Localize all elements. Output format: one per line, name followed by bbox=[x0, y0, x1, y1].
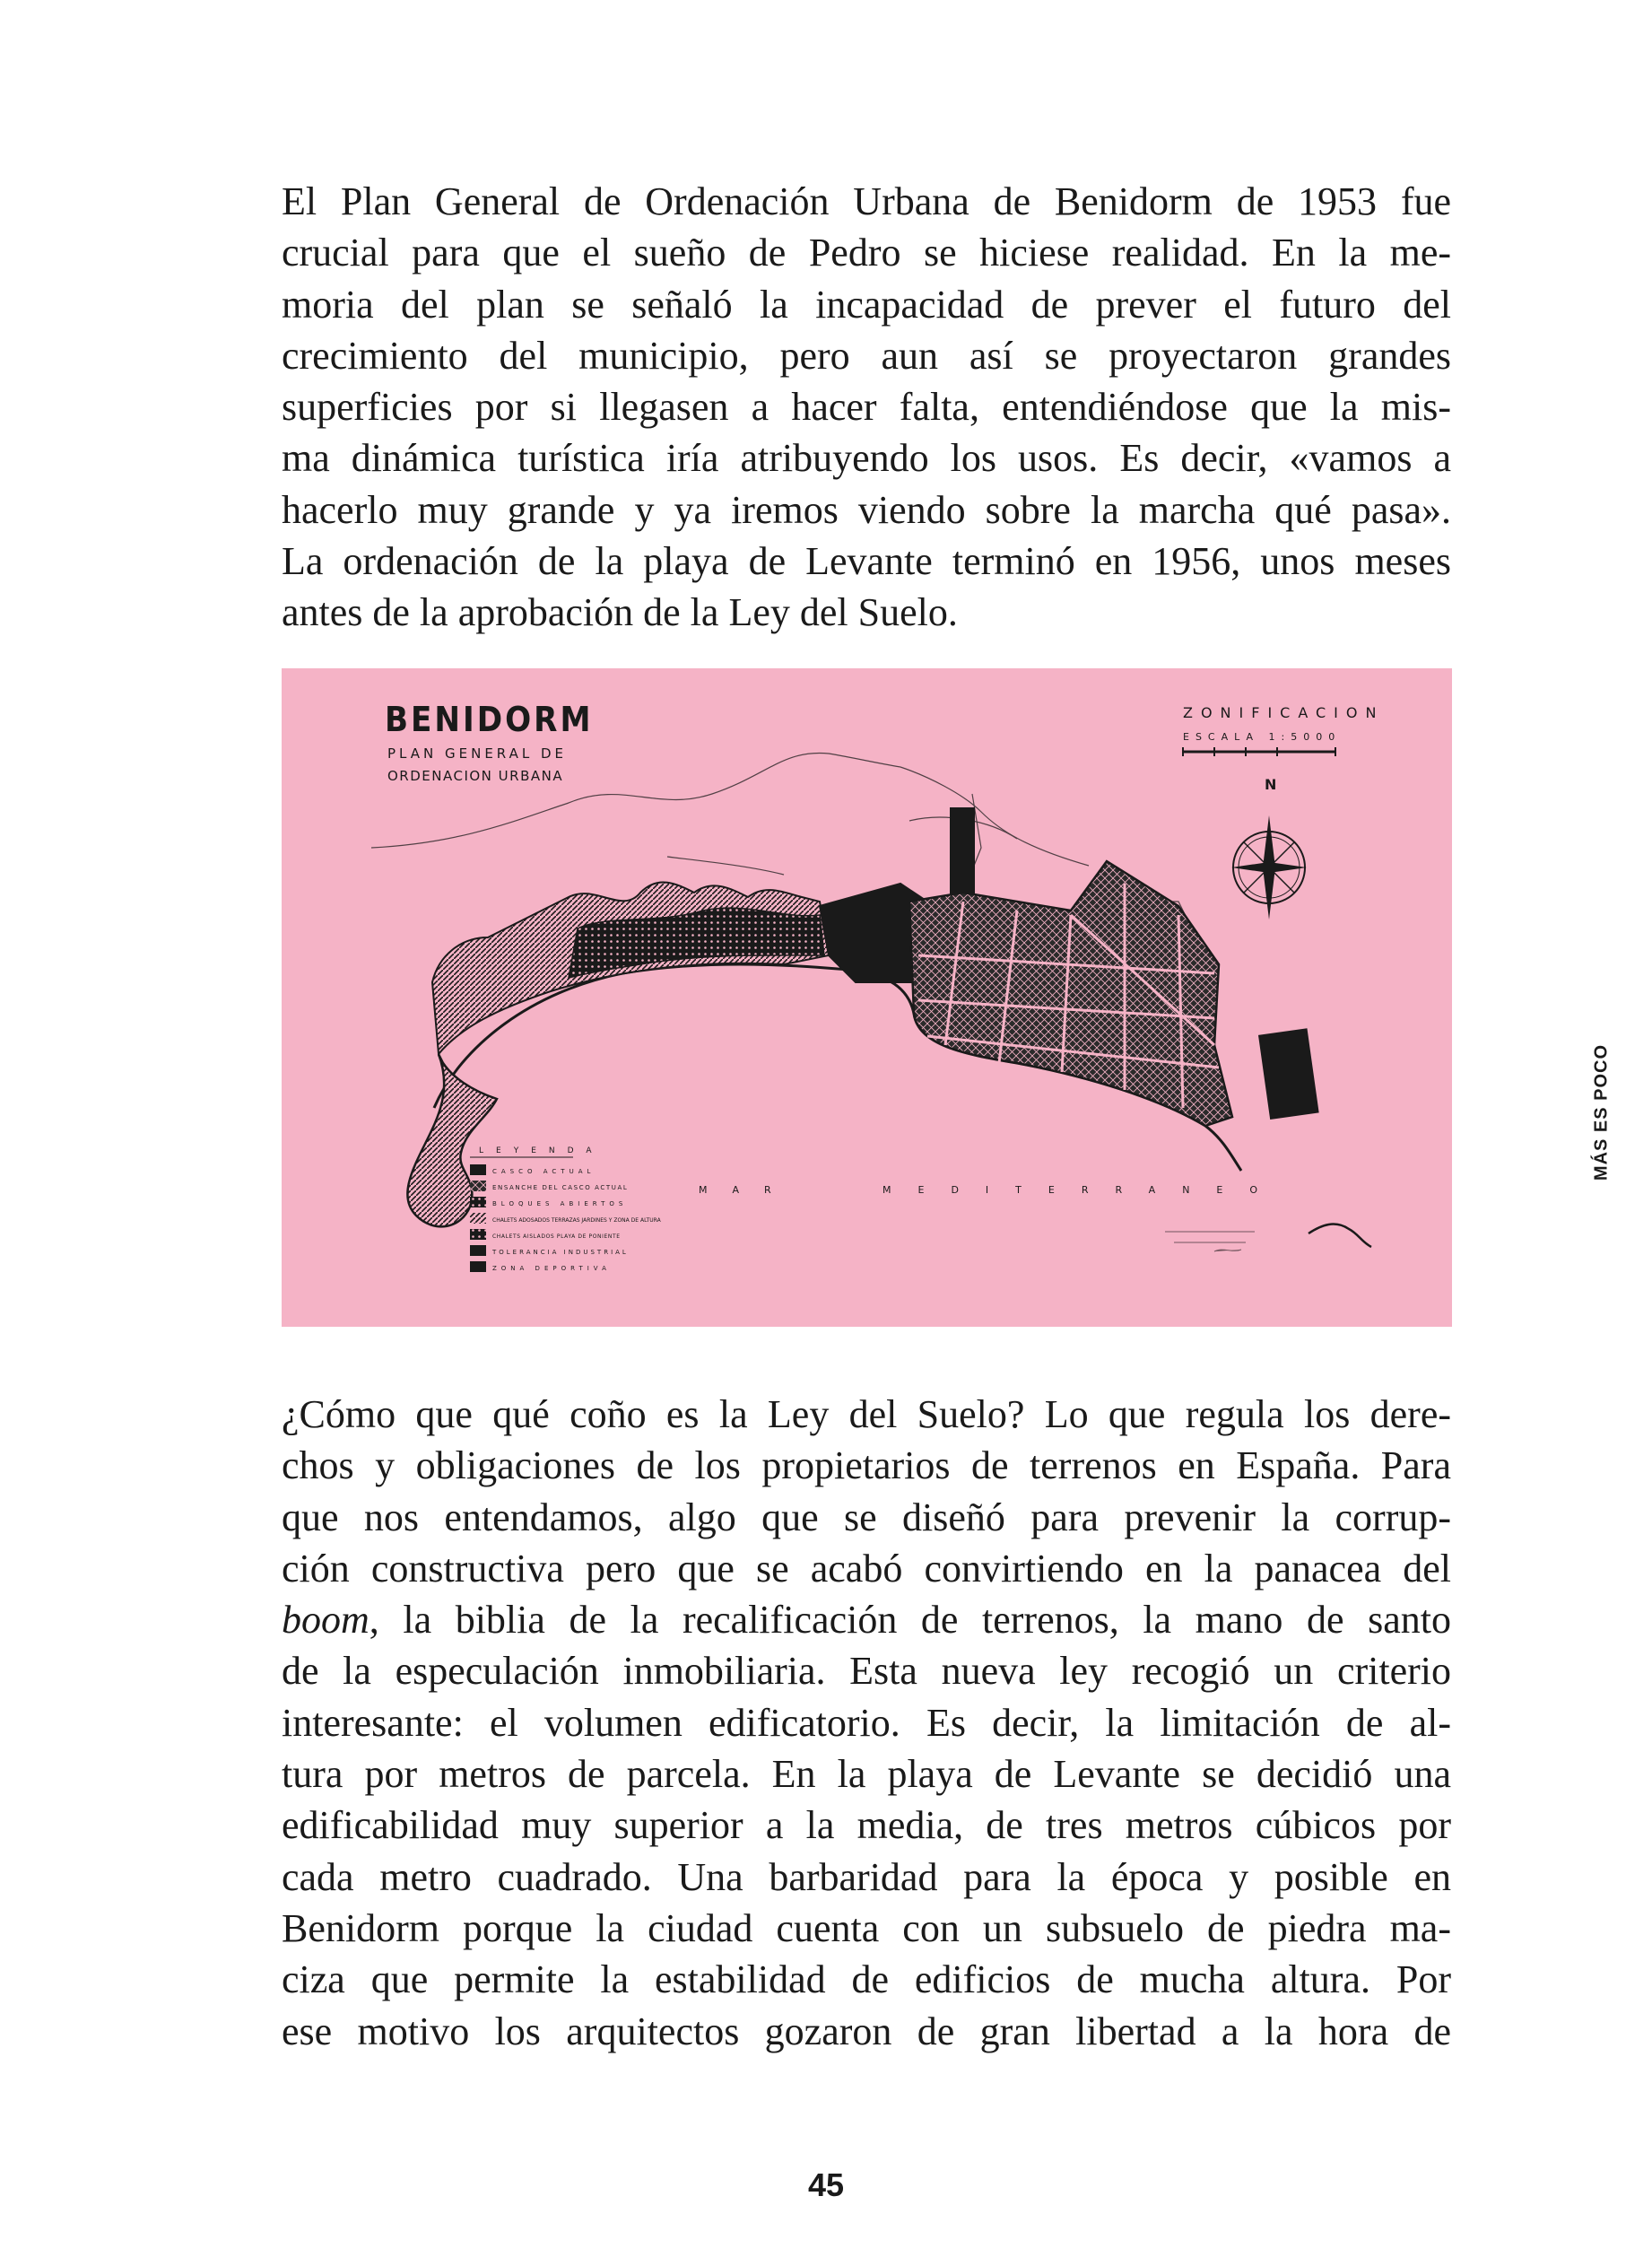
north-label: N bbox=[1265, 776, 1277, 793]
text-line: que nos entendamos, algo que se diseñó para prevenir la corrup- bbox=[282, 1495, 1451, 1539]
text-line bbox=[282, 1594, 1451, 1645]
text-line: ción constructiva pero que se acabó convirtiendo en la panacea del bbox=[282, 1546, 1451, 1591]
text-line: tura por metros de parcela. En la playa de Levante se decidió una bbox=[282, 1752, 1451, 1797]
text-line: antes de la aprobación de la Ley del Suelo. bbox=[282, 590, 958, 635]
text-line: crucial para que el sueño de Pedro se hiciese realidad. En la me- bbox=[282, 231, 1451, 275]
map-drawing bbox=[282, 668, 1452, 1327]
text-line: ¿Cómo que qué coño es la Ley del Suelo? Lo que regula los dere- bbox=[282, 1392, 1451, 1436]
page-number: 45 bbox=[807, 2166, 845, 2203]
map-zoning-label: ZONIFICACION bbox=[1183, 704, 1385, 721]
legend-item: ENSANCHE DEL CASCO ACTUAL bbox=[492, 1184, 629, 1191]
text-line: Benidorm porque la ciudad cuenta con un subsuelo de piedra ma- bbox=[282, 1905, 1451, 1950]
text-line: superficies por si llegasen a hacer falta, entendiéndose que la mis- bbox=[282, 385, 1451, 430]
text-line: ese motivo los arquitectos gozaron de gran libertad a la hora de bbox=[282, 2009, 1451, 2053]
text-line: cada metro cuadrado. Una barbaridad para la época y posible en bbox=[282, 1854, 1451, 1899]
zone-levante bbox=[909, 861, 1232, 1126]
text-line: moria del plan se señaló la incapacidad de prever el futuro del bbox=[282, 282, 1451, 327]
benidorm-zoning-map bbox=[282, 668, 1452, 1327]
text-line: hacerlo muy grande y ya iremos viendo sobre la marcha qué pasa». bbox=[282, 487, 1451, 532]
text-line: chos y obligaciones de los propietarios de terrenos en España. Para bbox=[282, 1443, 1451, 1488]
map-subtitle-1: PLAN GENERAL DE bbox=[387, 745, 568, 762]
legend-item: ZONA DEPORTIVA bbox=[492, 1265, 611, 1272]
scale-bar-icon bbox=[1183, 747, 1335, 756]
compass-rose-icon bbox=[1231, 815, 1307, 919]
zone-deportiva bbox=[1258, 1028, 1319, 1120]
running-header-vertical bbox=[1591, 1043, 1612, 1181]
legend-title: LEYENDA bbox=[479, 1146, 604, 1155]
sea-label-mediterraneo: MEDITERRANEO bbox=[883, 1184, 1285, 1196]
legend-item: CHALETS ADOSADOS TERRAZAS JARDINES Y ZONA DE ALTURA bbox=[492, 1217, 661, 1224]
side-label-text: MÁS ES POCO bbox=[1591, 1043, 1612, 1181]
map-title: BENIDORM bbox=[385, 700, 594, 739]
text-line: ciza que permite la estabilidad de edificios de mucha altura. Por bbox=[282, 1957, 1451, 2002]
text-line: ma dinámica turística iría atribuyendo los usos. Es decir, «vamos a bbox=[282, 436, 1451, 481]
text-fragment: , la biblia de la recalificación de terrenos, la mano de santo bbox=[369, 1598, 1451, 1643]
text-line: interesante: el volumen edificatorio. Es decir, la limitación de al- bbox=[282, 1700, 1451, 1745]
map-subtitle-2: ORDENACION URBANA bbox=[387, 768, 564, 784]
text-line: de la especulación inmobiliaria. Esta nueva ley recogió un criterio bbox=[282, 1649, 1451, 1694]
legend-item: CHALETS AISLADOS PLAYA DE PONIENTE bbox=[492, 1233, 621, 1240]
legend-item: CASCO ACTUAL bbox=[492, 1168, 596, 1175]
signature-block bbox=[1165, 1232, 1255, 1251]
sea-label-mar: MAR bbox=[699, 1184, 796, 1196]
zone-poniente bbox=[432, 882, 829, 1054]
map-legend bbox=[470, 1146, 662, 1272]
map-scale-label: ESCALA 1:5000 bbox=[1183, 731, 1342, 743]
text-line: edificabilidad muy superior a la media, de tres metros cúbicos por bbox=[282, 1803, 1451, 1848]
legend-item: TOLERANCIA INDUSTRIAL bbox=[492, 1249, 629, 1256]
paragraph-plan-general bbox=[282, 176, 1451, 639]
text-line: El Plan General de Ordenación Urbana de Benidorm de 1953 fue bbox=[282, 179, 1451, 223]
italic-word: boom bbox=[282, 1598, 370, 1643]
paragraph-ley-del-suelo bbox=[282, 1389, 1451, 2057]
text-line: La ordenación de la playa de Levante terminó en 1956, unos meses bbox=[282, 539, 1451, 584]
legend-item: BLOQUES ABIERTOS bbox=[492, 1200, 628, 1207]
text-line: crecimiento del municipio, pero aun así se proyectaron grandes bbox=[282, 333, 1451, 378]
east-headland bbox=[1309, 1225, 1371, 1247]
